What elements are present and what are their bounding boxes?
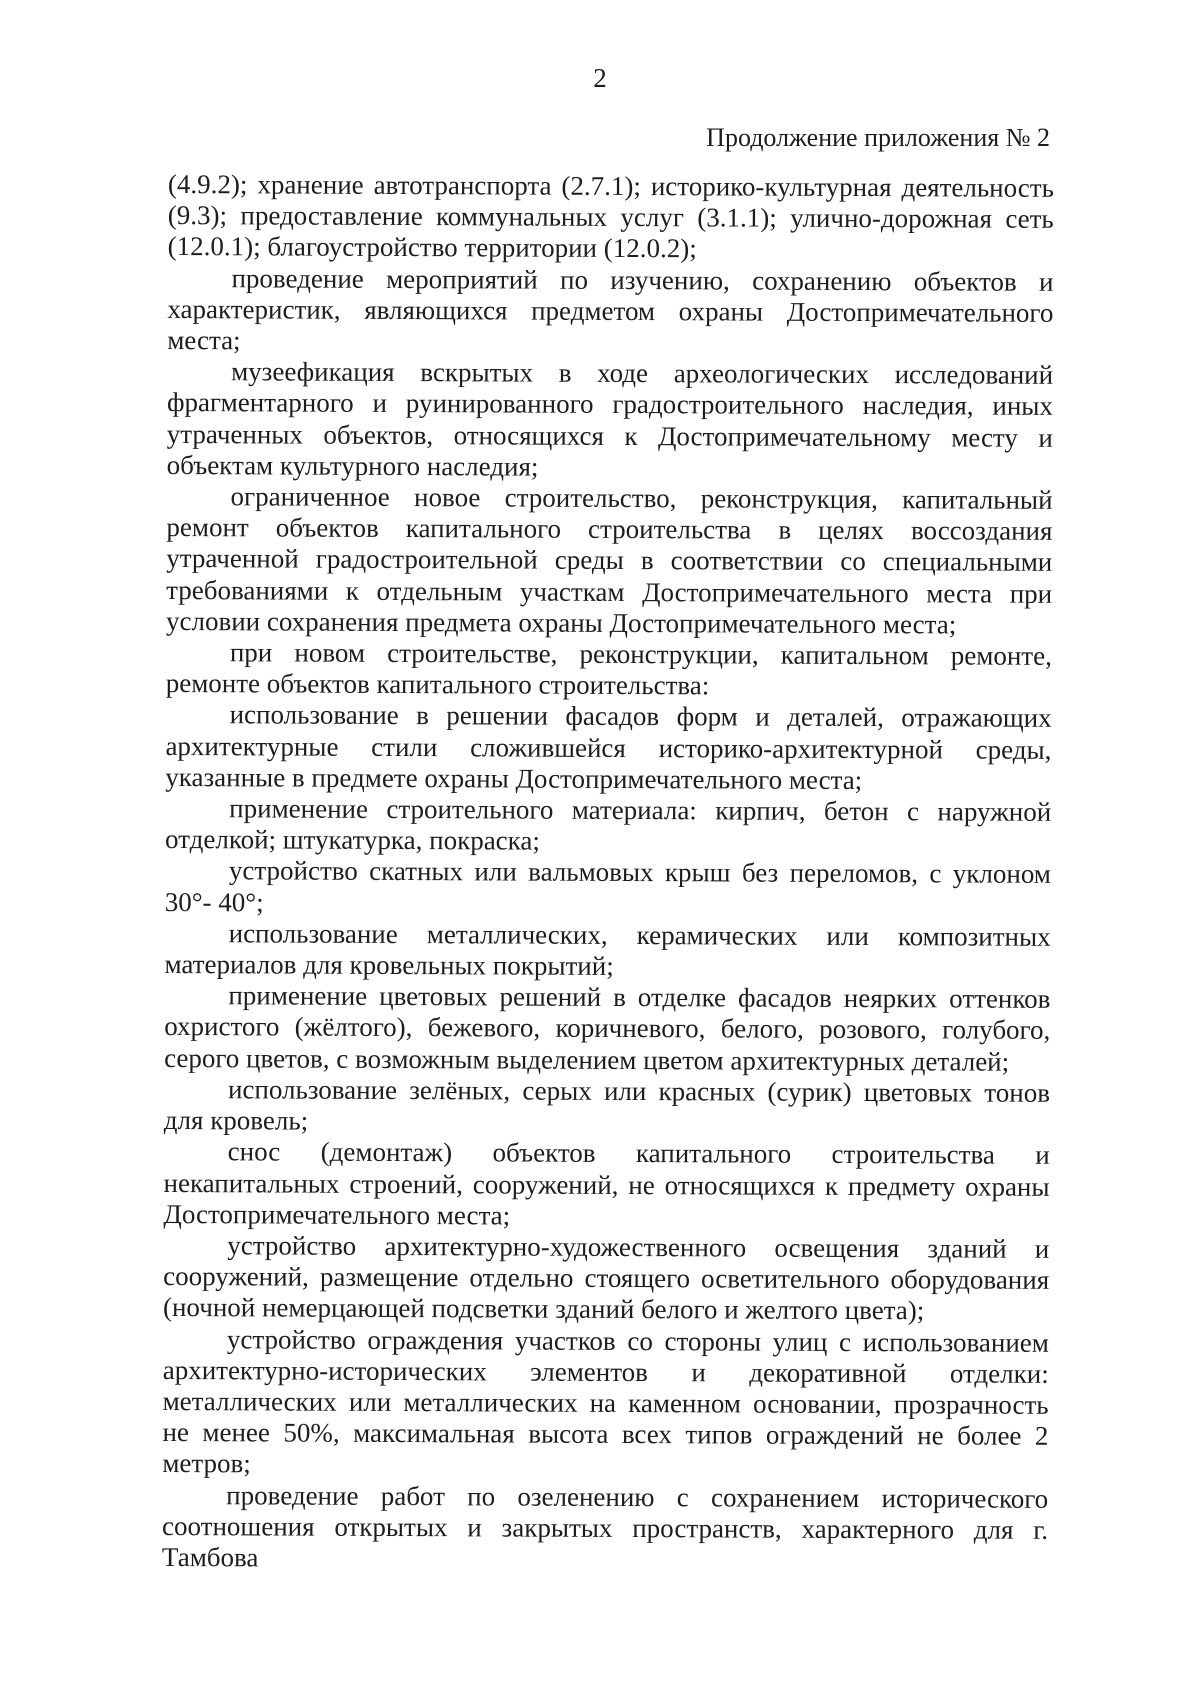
paragraph-lighting: устройство архитектурно-художественного освещения зданий и сооружений, размещение отдельно стоящего осветительного оборудования (ночной немерцающей подсветки зданий белого и желтого цвета); (162, 1230, 1050, 1326)
paragraph-landscaping: проведение работ по озеленению с сохранением исторического соотношения открытых и закрытых пространств, характерного для г. Тамбова (161, 1479, 1049, 1573)
paragraph-building-material: применение строительного материала: кирпич, бетон с наружной отделкой; штукатурка, покраска; (165, 793, 1052, 856)
paragraph-new-construction-intro: при новом строительстве, реконструкции, капитальном ремонте, ремонте объектов капитального строительства: (165, 637, 1052, 701)
page-number: 2 (593, 63, 607, 93)
paragraph-land-use-continuation: (4.9.2); хранение автотранспорта (2.7.1); историко-культурная деятельность (9.3); предоставление коммунальных услуг (3.1.1); улично-дорожная сеть (12.0.1); благоустройство территории (12.0.2); (167, 169, 1054, 264)
paragraph-facade-forms: использование в решении фасадов форм и деталей, отражающих архитектурные стили сложившейся историко-архитектурной среды, указанные в предмете охраны Достопримечательного места; (165, 699, 1052, 795)
paragraph-limited-construction: ограниченное новое строительство, реконструкция, капитальный ремонт объектов капитального строительства в целях воссоздания утраченной градостроительной среды в соответствии со специальными требованиями к отдельным участкам Достопримечательного места при условии сохранения предмета охраны Достопримечательного места; (165, 481, 1053, 640)
paragraph-study-measures: проведение мероприятий по изучению, сохранению объектов и характеристик, являющихся предметом охраны Достопримечательного места; (167, 262, 1054, 356)
body-text (162, 169, 1054, 1577)
paragraph-museumification: музеефикация вскрытых в ходе археологических исследований фрагментарного и руинированного градостроительного наследия, иных утраченных объектов, относящихся к Достопримечательному месту и объектам культурного наследия; (166, 356, 1054, 482)
paragraph-roofing-materials: использование металлических, керамических или композитных материалов для кровельных покрытий; (164, 918, 1051, 982)
paragraph-roof-slope: устройство скатных или вальмовых крыш без переломов, с уклоном 30°- 40°; (164, 855, 1051, 918)
appendix-continuation-note: Продолжение приложения № 2 (706, 123, 1050, 152)
paragraph-demolition: снос (демонтаж) объектов капитального строительства и некапитальных строений, сооружений, не относящихся к предмету охраны Достопримечательного места; (163, 1136, 1050, 1231)
paragraph-facade-colors: применение цветовых решений в отделке фасадов неярких оттенков охристого (жёлтого), бежевого, коричневого, белого, розового, голубого, серого цветов, с возможным выделением цветом архитектурных деталей; (164, 980, 1051, 1077)
paragraph-fencing: устройство ограждения участков со стороны улиц с использованием архитектурно-исторических элементов и декоративной отделки: металлических или металлических на каменном основании, прозрачность не менее 50%, максимальная высота всех типов ограждений не более 2 метров; (162, 1323, 1049, 1479)
paragraph-roof-colors: использование зелёных, серых или красных (сурик) цветовых тонов для кровель; (163, 1074, 1051, 1136)
